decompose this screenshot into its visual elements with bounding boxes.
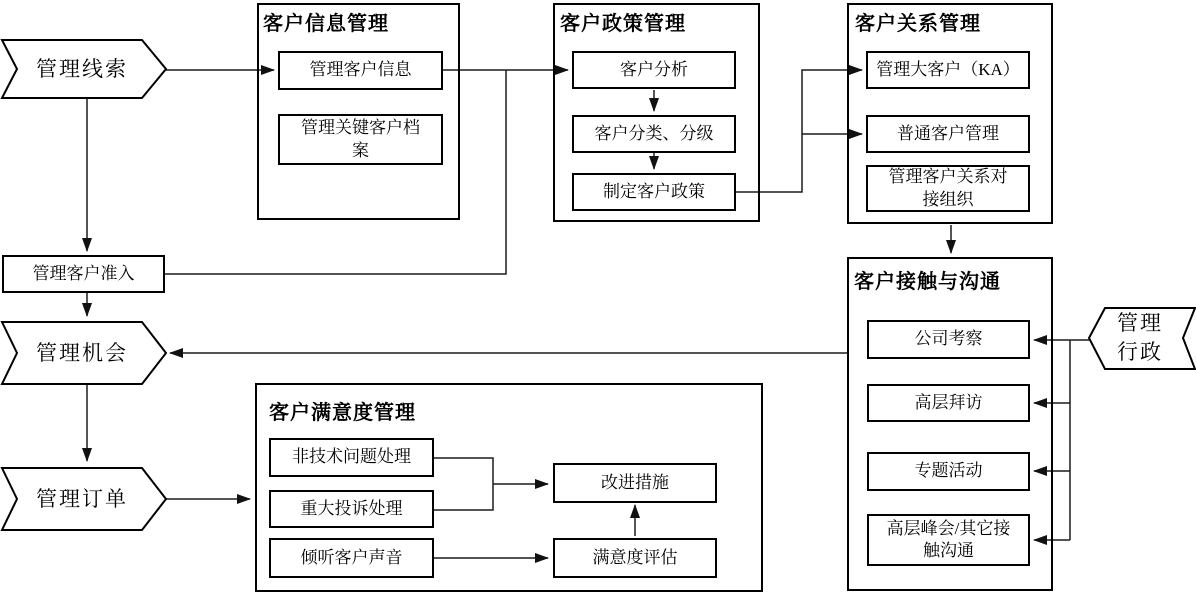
node-customer-analysis: 客户分析 <box>572 51 736 89</box>
node-satisfaction-evaluation: 满意度评估 <box>553 538 717 578</box>
node-key-account-management: 管理大客户（KA） <box>866 51 1030 89</box>
node-non-technical-issues: 非技术问题处理 <box>269 438 434 477</box>
chevron-manage-leads <box>2 40 166 98</box>
chevron-manage-opportunity <box>2 322 166 384</box>
group-customer-satisfaction-title: 客户满意度管理 <box>269 402 416 424</box>
node-customer-classification: 客户分类、分级 <box>572 115 736 153</box>
node-customer-access: 管理客户准入 <box>2 255 165 293</box>
chevron-manage-admin-line1: 管理 <box>1117 311 1163 336</box>
chevron-manage-opportunity-label: 管理机会 <box>36 340 128 365</box>
node-make-customer-policy: 制定客户政策 <box>572 173 736 211</box>
chevron-manage-order-label: 管理订单 <box>36 486 128 511</box>
chevron-manage-admin-line2: 行政 <box>1117 339 1163 364</box>
group-customer-info <box>257 3 460 220</box>
group-customer-policy-title: 客户政策管理 <box>560 13 686 35</box>
node-manage-key-customer-files: 管理关键客户档案 <box>278 114 443 165</box>
node-improvement-measures: 改进措施 <box>553 463 717 503</box>
group-customer-relation-title: 客户关系管理 <box>855 13 981 35</box>
chevron-manage-order <box>2 468 166 530</box>
node-ordinary-customer-management: 普通客户管理 <box>866 115 1030 153</box>
group-customer-contact-title: 客户接触与沟通 <box>854 271 1001 293</box>
node-summit-other-contact: 高层峰会/其它接触沟通 <box>867 514 1030 566</box>
node-manage-customer-info: 管理客户信息 <box>278 51 443 90</box>
node-manage-relation-orgs: 管理客户关系对接组织 <box>866 165 1030 212</box>
chevron-manage-admin <box>1089 308 1195 369</box>
node-company-visit: 公司考察 <box>867 320 1030 359</box>
node-listen-customer-voice: 倾听客户声音 <box>269 538 434 578</box>
node-theme-activity: 专题活动 <box>867 452 1030 491</box>
node-major-complaints: 重大投诉处理 <box>269 490 434 528</box>
group-customer-info-title: 客户信息管理 <box>263 13 389 35</box>
chevron-manage-leads-label: 管理线索 <box>36 56 128 81</box>
node-executive-visit: 高层拜访 <box>867 384 1030 422</box>
